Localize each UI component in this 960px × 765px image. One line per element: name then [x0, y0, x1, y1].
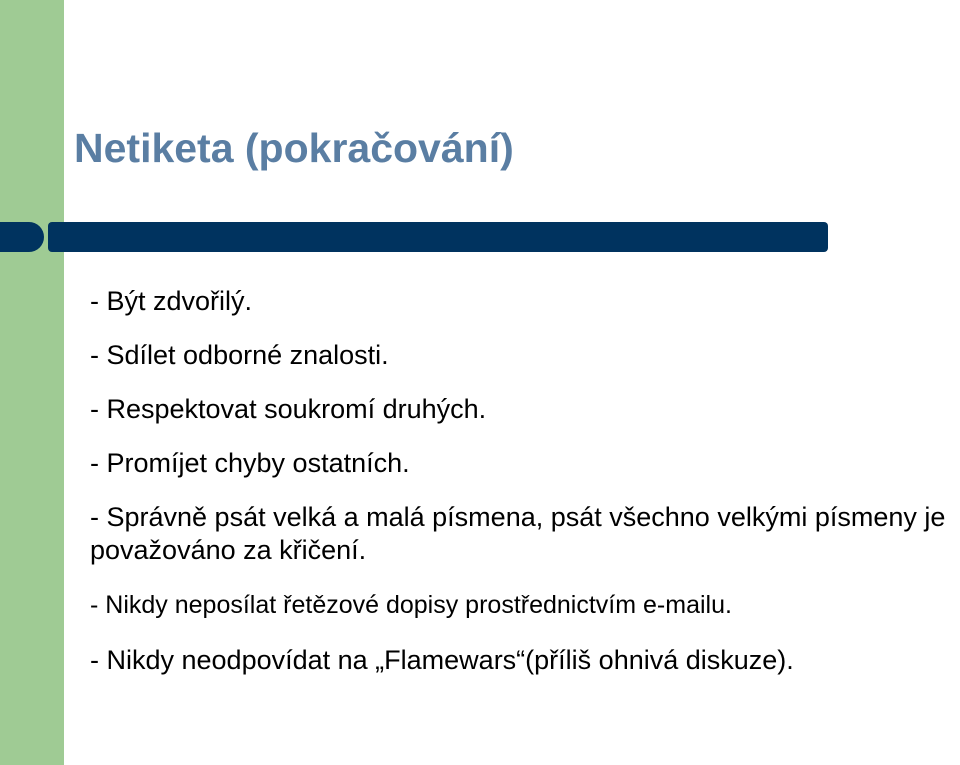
netiquette-list	[90, 285, 958, 677]
divider-bar	[48, 222, 828, 252]
list-item: - Respektovat soukromí druhých.	[90, 394, 487, 424]
list-item: - Nikdy neodpovídat na „Flamewars“(příliš ohnivá diskuze).	[90, 645, 794, 675]
list-item: - Sdílet odborné znalosti.	[90, 340, 389, 370]
left-accent-stripe	[0, 0, 64, 765]
slide-title: Netiketa (pokračování)	[74, 125, 514, 171]
divider-left-cap	[0, 222, 44, 252]
title-divider	[0, 218, 830, 256]
list-item: - Nikdy neposílat řetězové dopisy prostřednictvím e-mailu.	[90, 591, 732, 619]
list-item: - Promíjet chyby ostatních.	[90, 448, 410, 478]
list-item: - Správně psát velká a malá písmena, psát všechno velkými písmeny je považováno za křičení.	[90, 502, 946, 565]
list-item: - Být zdvořilý.	[90, 286, 253, 316]
